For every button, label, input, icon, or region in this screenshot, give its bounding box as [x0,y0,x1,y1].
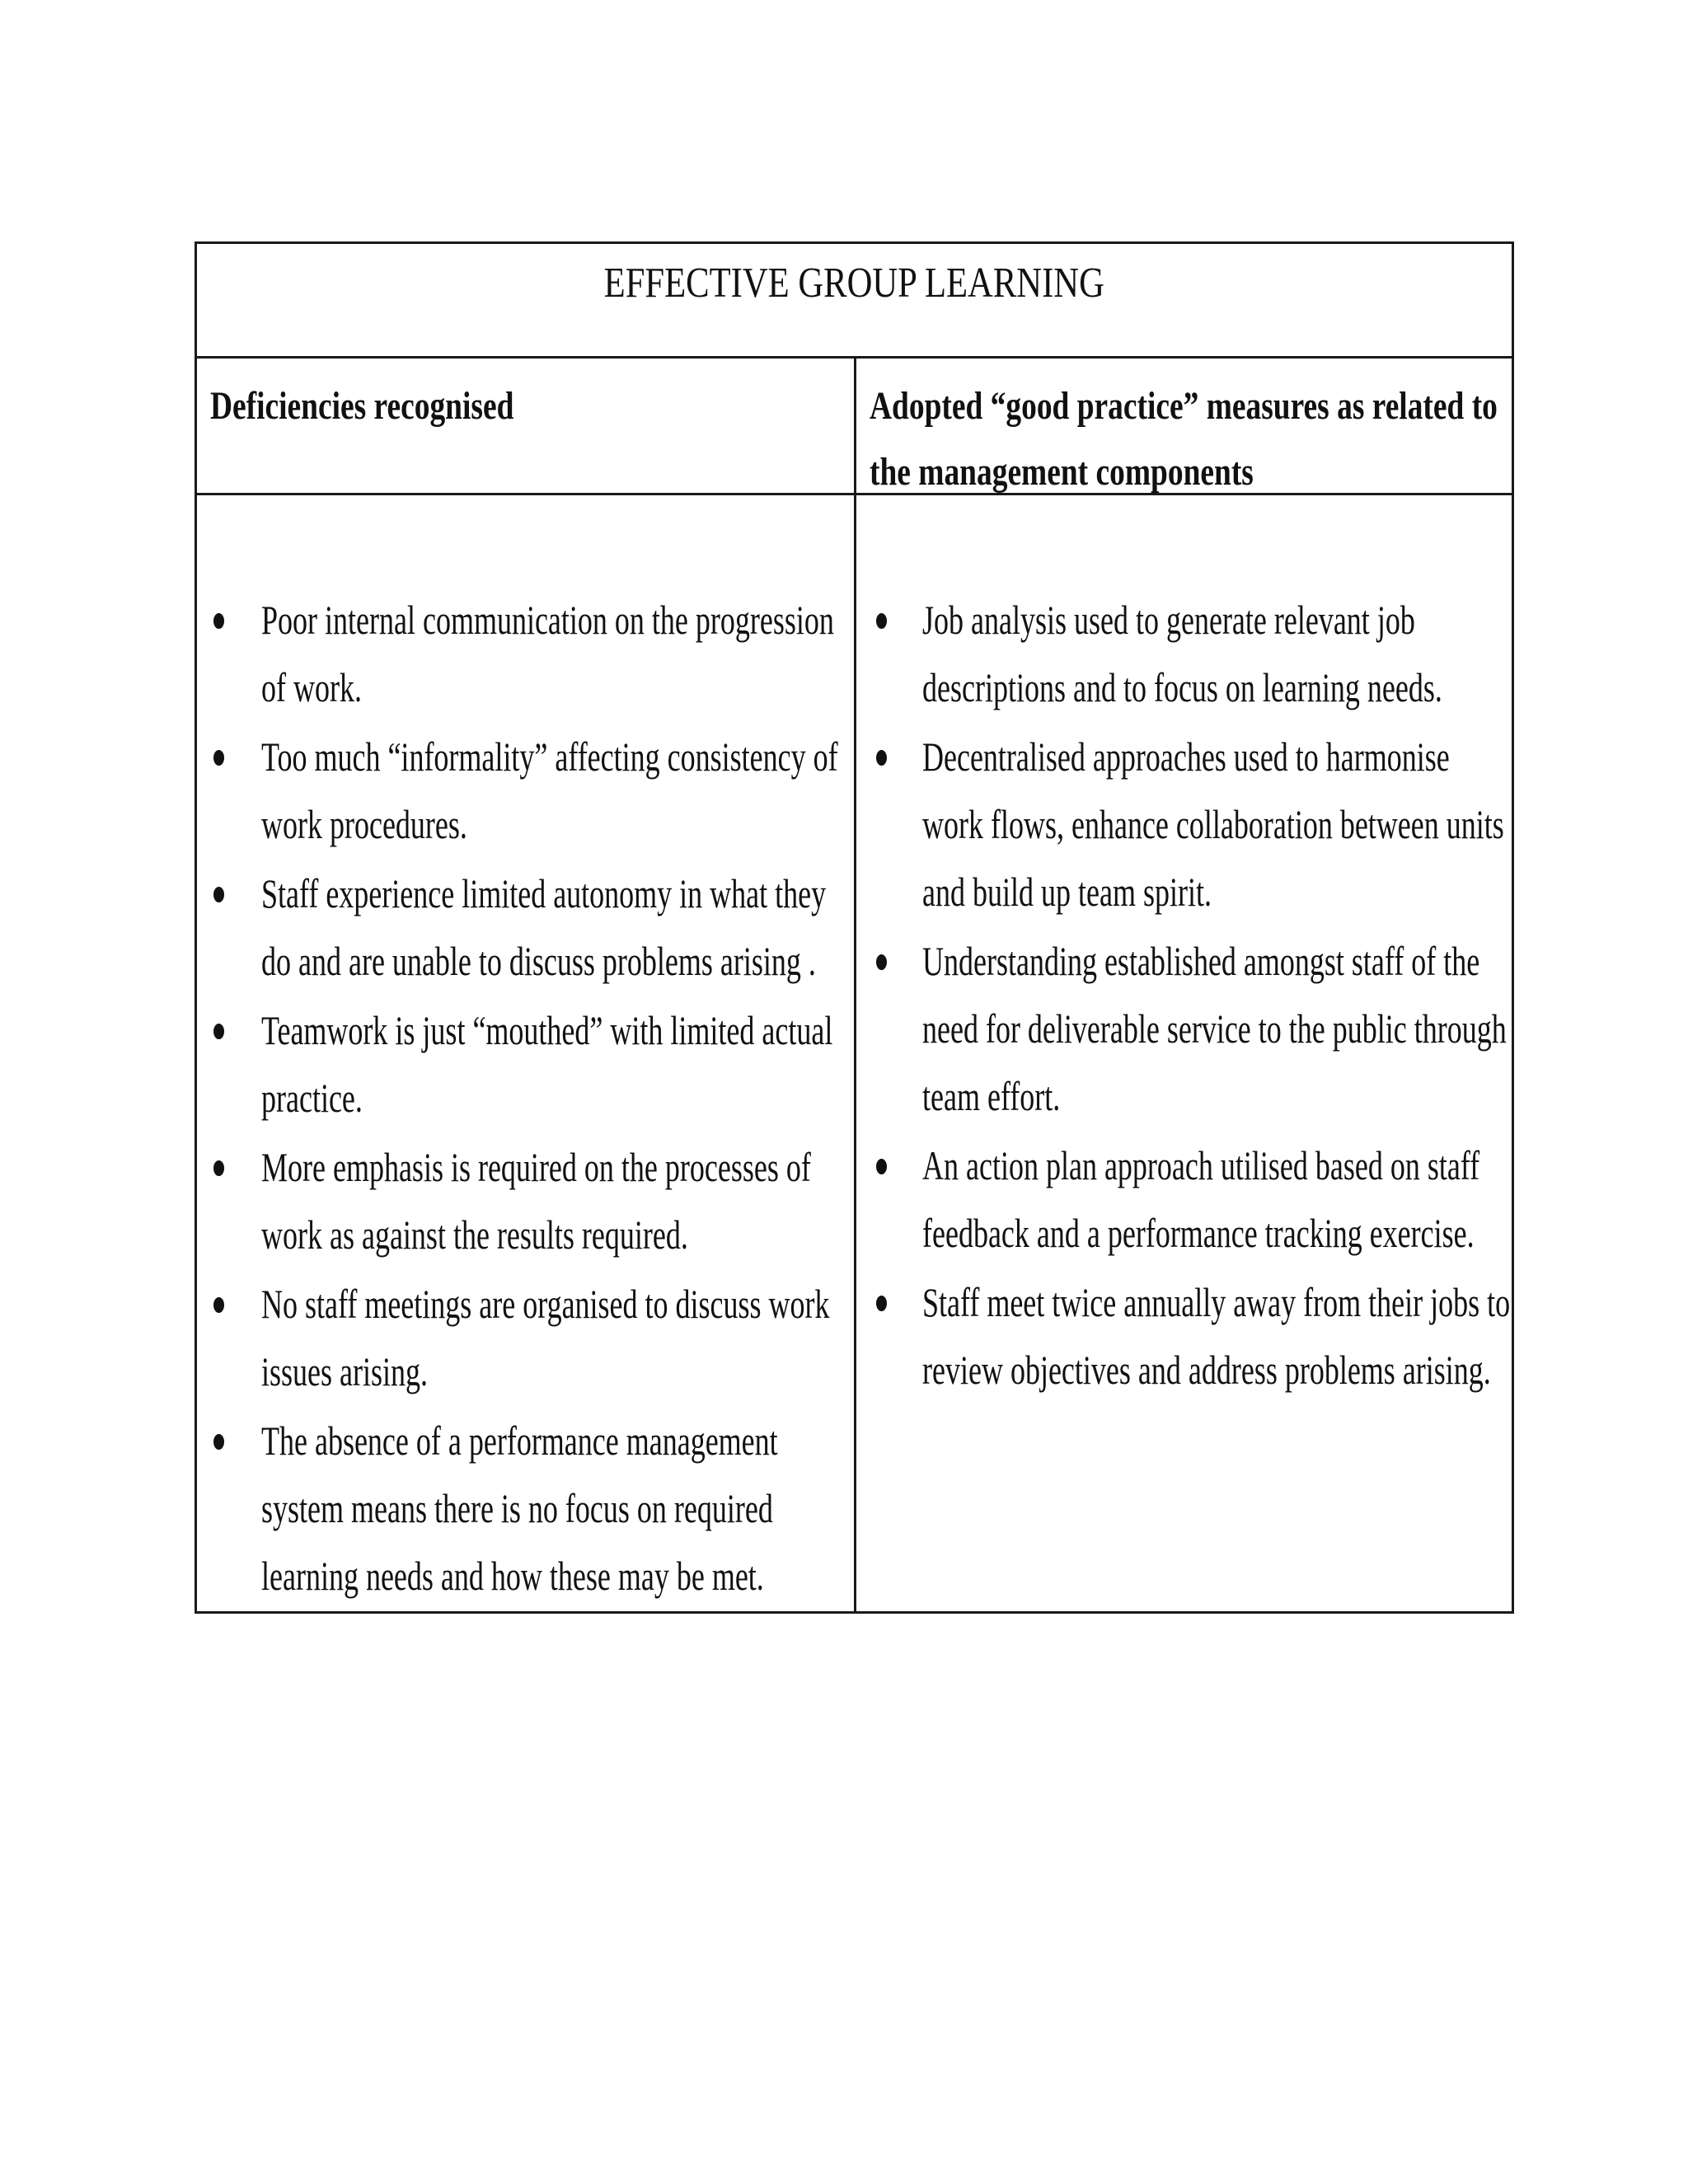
bullet-icon [876,613,887,629]
list-item: Staff experience limited autonomy in what they do and are unable to discuss problems arising . [197,860,854,995]
list-item: Job analysis used to generate relevant job descriptions and to focus on learning needs. [856,586,1512,721]
table-body-row [197,495,1512,1611]
bullet-icon [213,887,224,902]
bullet-icon [213,613,224,629]
bullet-icon [213,750,224,766]
deficiencies-list [197,586,854,1610]
list-item: An action plan approach utilised based on staff feedback and a performance tracking exercise. [856,1132,1512,1267]
group-learning-table [195,241,1514,1614]
list-item: Poor internal communication on the progression of work. [197,586,854,721]
right-column-header [856,359,1512,493]
list-item: Decentralised approaches used to harmonise work flows, enhance collaboration between units and build up team spirit. [856,723,1512,926]
list-item: Understanding established amongst staff of the need for deliverable service to the public through team effort. [856,927,1512,1130]
left-column-header [197,359,856,493]
bullet-icon [213,1434,224,1450]
left-column-header-text: Deficiencies recognised [210,384,514,428]
list-item: The absence of a performance management system means there is no focus on required learning needs and how these may be met. [197,1407,854,1610]
table-header-row [197,359,1512,495]
list-item: Teamwork is just “mouthed” with limited actual practice. [197,996,854,1132]
list-item: Staff meet twice annually away from their jobs to review objectives and address problems arising. [856,1268,1512,1404]
deficiencies-cell [197,495,856,1611]
bullet-icon [213,1160,224,1176]
table-title-row [197,244,1512,359]
good-practice-list [856,586,1512,1404]
bullet-icon [876,954,887,970]
bullet-icon [876,1296,887,1311]
bullet-icon [213,1024,224,1039]
list-item: No staff meetings are organised to discuss work issues arising. [197,1270,854,1405]
right-column-header-text: Adopted “good practice” measures as related to the management components [870,384,1498,494]
good-practice-cell [856,495,1512,1611]
bullet-icon [213,1297,224,1313]
list-item: Too much “informality” affecting consistency of work procedures. [197,723,854,858]
bullet-icon [876,1159,887,1174]
list-item: More emphasis is required on the processes of work as against the results required. [197,1133,854,1268]
bullet-icon [876,750,887,766]
table-title: EFFECTIVE GROUP LEARNING [603,260,1105,307]
